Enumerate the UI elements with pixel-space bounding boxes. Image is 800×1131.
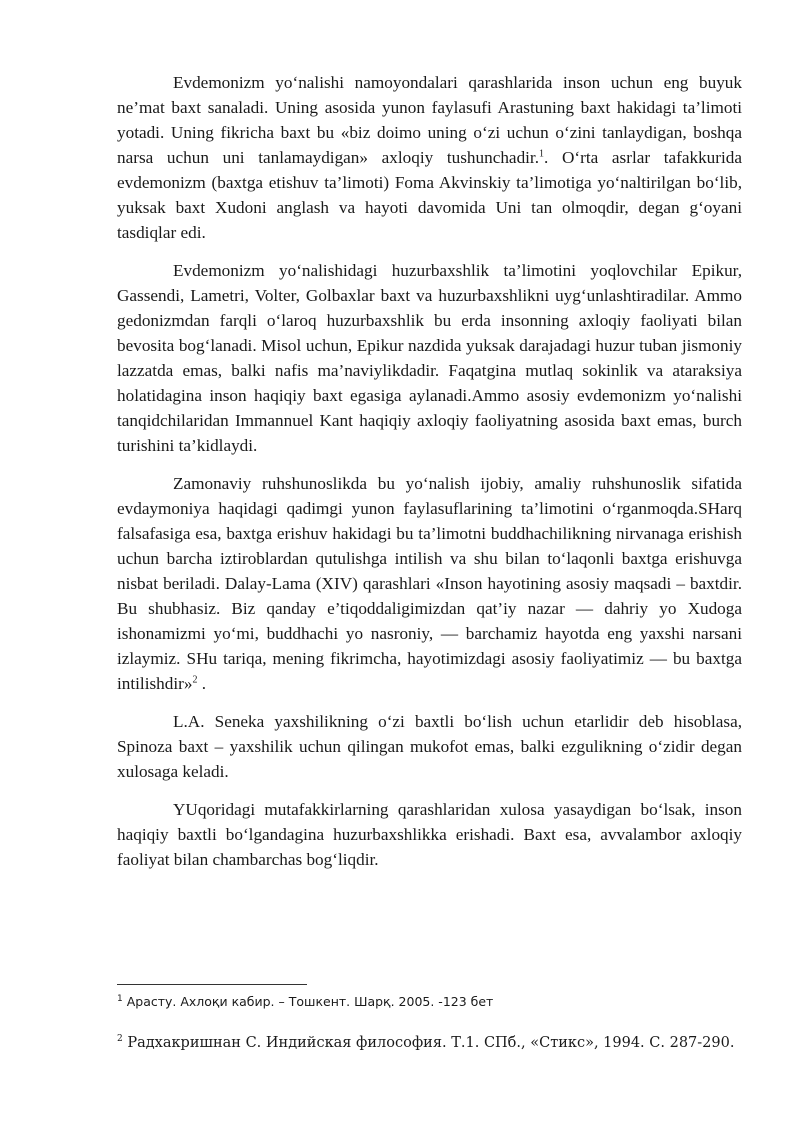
footnote-text: Арасту. Ахлоқи кабир. – Тошкент. Шарқ. 2005. -123 бет: [122, 994, 494, 1009]
footnote: [117, 1032, 777, 1054]
footnote-ref: 2: [192, 674, 198, 686]
body-text: [117, 70, 742, 885]
footnote-ref: 1: [539, 148, 545, 160]
paragraph: L.A. Seneka yaxshilikning o‘zi baxtli bo‘lish uchun etarlidir deb hisoblasa, Spinoza baxt – yaxshilik uchun qilingan mukofot emas, balki ezgulikning o‘zidir degan xulosaga keladi.: [117, 712, 742, 781]
footnote: [117, 993, 757, 1011]
paragraph: [117, 471, 742, 696]
footnote-number: 2: [117, 1034, 123, 1045]
paragraph-text: Zamonaviy ruhshunoslikda bu yo‘nalish ijobiy, amaliy ruhshunoslik sifatida evdaymoniya haqidagi qadimgi yunon faylasuflarining ta’limotini o‘rganmoqda.SHarq falsafasiga esa, baxtga erishuv hakidagi bu ta’limotni buddhachilikning nirvanaga erishish uchun barcha iztiroblardan qutulishga intilish va shu bilan to‘laqonli baxtga erishuvga nisbat beriladi. Dalay-Lama (XIV) qarashlari «Inson hayotining asosiy maqsadi – baxtdir. Bu shubhasiz. Biz qanday e’tiqoddaligimizdan qat’iy nazar — dahriy yo Xudoga ishonamizmi yo‘mi, buddhachi yo nasroniy, — barchamiz hayotda eng yaxshi narsani izlaymiz. SHu tariqa, mening fikrimcha, hayotimizdagi asosiy faoliyatimiz — bu baxtga intilishdir»: [117, 474, 742, 693]
footnote-number: 1: [117, 993, 123, 1004]
paragraph: [117, 70, 742, 245]
paragraph: YUqoridagi mutafakkirlarning qarashlaridan xulosa yasaydigan bo‘lsak, inson haqiqiy baxtli bo‘lgandagina huzurbaxshlikka erishadi. Baxt esa, avvalambor axloqiy faoliyat bilan chambarchas bog‘liqdir.: [117, 800, 742, 869]
paragraph-text: . O‘rta asrlar tafakkurida evdemonizm (baxtga etishuv ta’limoti) Foma Akvinskiy ta’limotiga yo‘naltirilgan bo‘lib, yuksak baxt Xudoni anglash va hayoti davomida Uni tan olmoqdir, degan g‘oyani tasdiqlar edi.: [117, 148, 742, 242]
paragraph-text: .: [197, 674, 207, 693]
paragraph-text: Evdemonizm yo‘nalishi namoyondalari qarashlarida inson uchun eng buyuk ne’mat baxt sanaladi. Uning asosida yunon faylasufi Arastuning baxt hakidagi ta’limoti yotadi. Uning fikricha baxt bu «biz doimo uning o‘zi uchun o‘zini tanlaydigan, boshqa narsa uchun uni tanlamaydigan» axloqiy tushunchadir.: [117, 73, 742, 167]
footnote-text: Радхакришнан С. Индийская философия. Т.1. СПб., «Стикс», 1994. С. 287-290.: [122, 1035, 735, 1051]
paragraph: Evdemonizm yo‘nalishidagi huzurbaxshlik ta’limotini yoqlovchilar Epikur, Gassendi, Lametri, Volter, Golbaxlar baxt va huzurbaxshlikni uyg‘unlashtiradilar. Ammo gedonizmdan farqli o‘laroq huzurbaxshlik bu erda insonning axloqiy faoliyati bilan bevosita bog‘lanadi. Misol uchun, Epikur nazdida yuksak darajadagi huzur tuban jismoniy lazzatda emas, balki nafis ma’naviylikdadir. Faqatgina mutlaq sokinlik va ataraksiya holatidagina inson haqiqiy baxt egasiga aylanadi.Ammo asosiy evdemonizm yo‘nalishi tanqidchilaridan Immannuel Kant haqiqiy axloqiy faoliyatning asosida baxt emas, burch turishini ta’kidlaydi.: [117, 261, 742, 455]
footnote-separator: [117, 984, 307, 985]
